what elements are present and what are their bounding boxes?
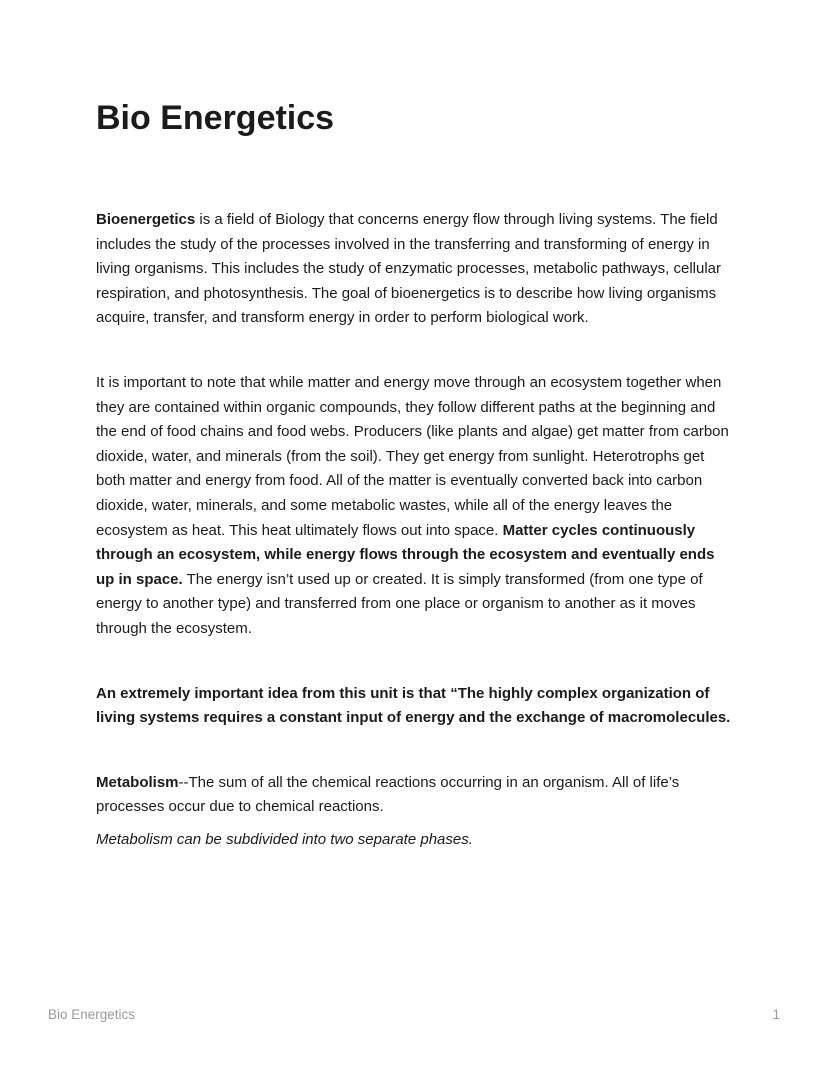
text-run: Matter cycles continuously through an ecosystem, while energy flows through the ecosystem and eventually ends up in space.	[96, 521, 715, 588]
text-run: An extremely important idea from this unit is that “The highly complex organization of living systems requires a constant input of energy and the exchange of macromolecules.	[96, 684, 731, 727]
paragraph	[96, 828, 732, 853]
paragraph	[96, 208, 732, 331]
text-run: It is important to note that while matter and energy move through an ecosystem together when they are contained within organic compounds, they follow different paths at the beginning and the end of food chains and food webs. Producers (like plants and algae) get matter from carbon dioxide, water, and minerals (from the soil). They get energy from sunlight. Heterotrophs get both matter and energy from food. All of the matter is eventually converted back into carbon dioxide, water, minerals, and some metabolic wastes, while all of the energy leaves the ecosystem as heat. This heat ultimately flows out into space.	[96, 373, 729, 539]
text-run: --The sum of all the chemical reactions occurring in an organism. All of life’s processes occur due to chemical reactions.	[96, 773, 680, 816]
text-run: Metabolism	[96, 773, 179, 791]
text-run: Bioenergetics	[96, 211, 196, 228]
text-run: Metabolism can be subdivided into two separate phases.	[96, 830, 473, 848]
paragraph	[96, 771, 732, 820]
footer-document-title: Bio Energetics	[48, 1007, 136, 1022]
paragraph	[96, 371, 732, 642]
text-run: is a field of Biology that concerns energy flow through living systems. The field includes the study of the processes involved in the transferring and transforming of energy in living organisms. This includes the study of enzymatic processes, metabolic pathways, cellular respiration, and photosynthesis. The goal of bioenergetics is to describe how living organisms acquire, transfer, and transform energy in order to perform biological work.	[96, 211, 722, 327]
paragraph	[96, 682, 732, 731]
text-run: The energy isn’t used up or created. It is simply transformed (from one type of energy to another type) and transferred from one place or organism to another as it moves through the ecosystem.	[96, 570, 703, 637]
footer-page-number: 1	[772, 1007, 780, 1022]
document-body	[96, 208, 732, 852]
page-footer	[48, 1006, 780, 1024]
document-title: Bio Energetics	[96, 99, 335, 137]
